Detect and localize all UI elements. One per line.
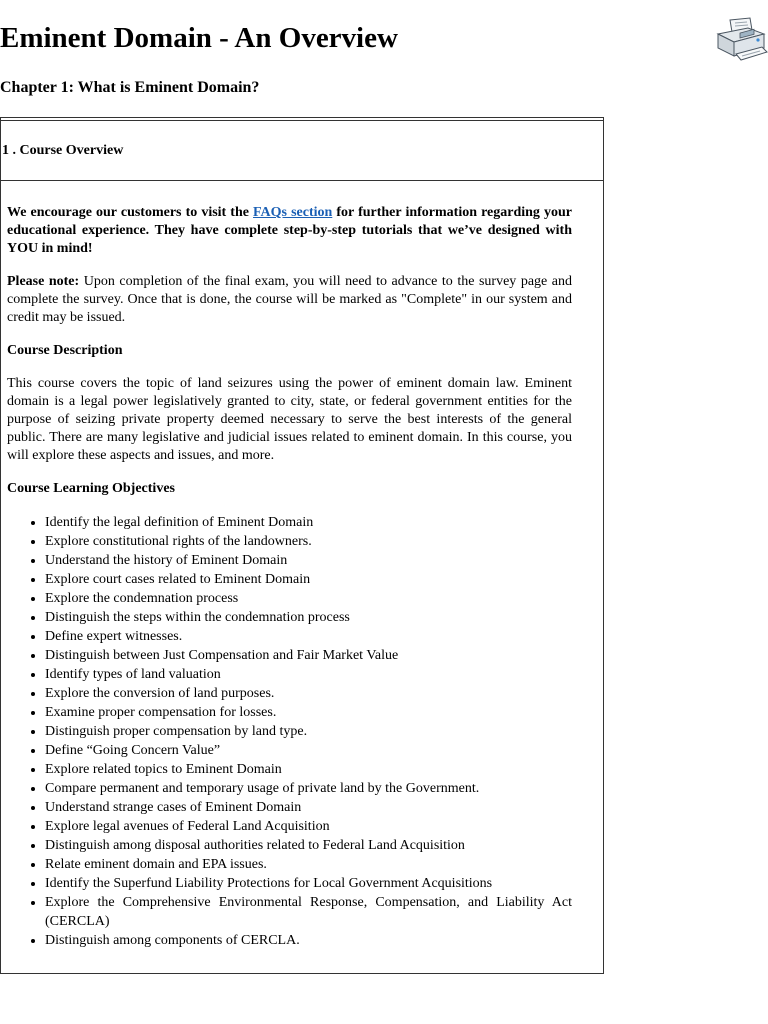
list-item: • Explore related topics to Eminent Domain bbox=[45, 760, 572, 779]
course-description-text: This course covers the topic of land seizures using the power of eminent domain law. Eminent domain is a legal power legislatively granted to city, state, or federal government entities for the purpose of seizing private property deemed necessary to serve the best interests of the general public. There are many legislative and judicial issues related to eminent domain. In this course, you will explore these aspects and issues, and more. bbox=[7, 376, 572, 463]
list-item: • Explore legal avenues of Federal Land Acquisition bbox=[45, 817, 572, 836]
learning-objectives-heading: Course Learning Objectives bbox=[7, 481, 175, 496]
list-item: • Explore the condemnation process bbox=[45, 589, 572, 608]
section-header: 1 . Course Overview bbox=[2, 143, 124, 158]
list-item: • Understand the history of Eminent Domain bbox=[45, 551, 572, 570]
faqs-section-link[interactable]: FAQs section bbox=[253, 205, 333, 220]
intro-text-before-link: We encourage our customers to visit the bbox=[7, 205, 254, 220]
list-item: • Identify types of land valuation bbox=[45, 665, 572, 684]
printer-icon[interactable] bbox=[714, 16, 768, 64]
list-item: • Explore court cases related to Eminent Domain bbox=[45, 570, 572, 589]
list-item: • Distinguish among disposal authorities related to Federal Land Acquisition bbox=[45, 836, 572, 855]
intro-text-after-link: for further information regarding your educational experience. They have complete step-by-step tutorials that we’ve designed with YOU in mind! bbox=[7, 205, 572, 256]
list-item: • Identify the Superfund Liability Protections for Local Government Acquisitions bbox=[45, 874, 572, 893]
learning-objectives-list bbox=[7, 513, 572, 950]
list-item: • Distinguish among components of CERCLA. bbox=[45, 931, 572, 950]
list-item: • Understand strange cases of Eminent Domain bbox=[45, 798, 572, 817]
list-item: • Distinguish the steps within the condemnation process bbox=[45, 608, 572, 627]
course-overview-header bbox=[1, 118, 603, 181]
list-item: • Examine proper compensation for losses. bbox=[45, 703, 572, 722]
course-overview-panel bbox=[0, 117, 604, 974]
list-item: • Relate eminent domain and EPA issues. bbox=[45, 855, 572, 874]
intro-paragraph bbox=[7, 204, 572, 258]
list-item: • Compare permanent and temporary usage of private land by the Government. bbox=[45, 779, 572, 798]
note-paragraph bbox=[7, 273, 572, 327]
list-item: • Explore the conversion of land purposes. bbox=[45, 684, 572, 703]
list-item: • Distinguish proper compensation by land type. bbox=[45, 722, 572, 741]
course-description-heading: Course Description bbox=[7, 343, 123, 358]
list-item: • Define expert witnesses. bbox=[45, 627, 572, 646]
note-label: Please note: bbox=[7, 274, 80, 289]
page-title: Eminent Domain - An Overview bbox=[0, 22, 398, 54]
list-item: • Identify the legal definition of Eminent Domain bbox=[45, 513, 572, 532]
course-overview-body bbox=[7, 204, 572, 950]
list-item: • Define “Going Concern Value” bbox=[45, 741, 572, 760]
list-item: • Explore the Comprehensive Environmental Response, Compensation, and Liability Act (CERCLA) bbox=[45, 893, 572, 931]
list-item: • Distinguish between Just Compensation and Fair Market Value bbox=[45, 646, 572, 665]
list-item: • Explore constitutional rights of the landowners. bbox=[45, 532, 572, 551]
note-text: Upon completion of the final exam, you will need to advance to the survey page and complete the survey. Once that is done, the course will be marked as "Complete" in our system and credit may be issued. bbox=[7, 274, 572, 325]
printer-icon-graphic bbox=[714, 16, 768, 64]
chapter-title: Chapter 1: What is Eminent Domain? bbox=[0, 79, 260, 96]
